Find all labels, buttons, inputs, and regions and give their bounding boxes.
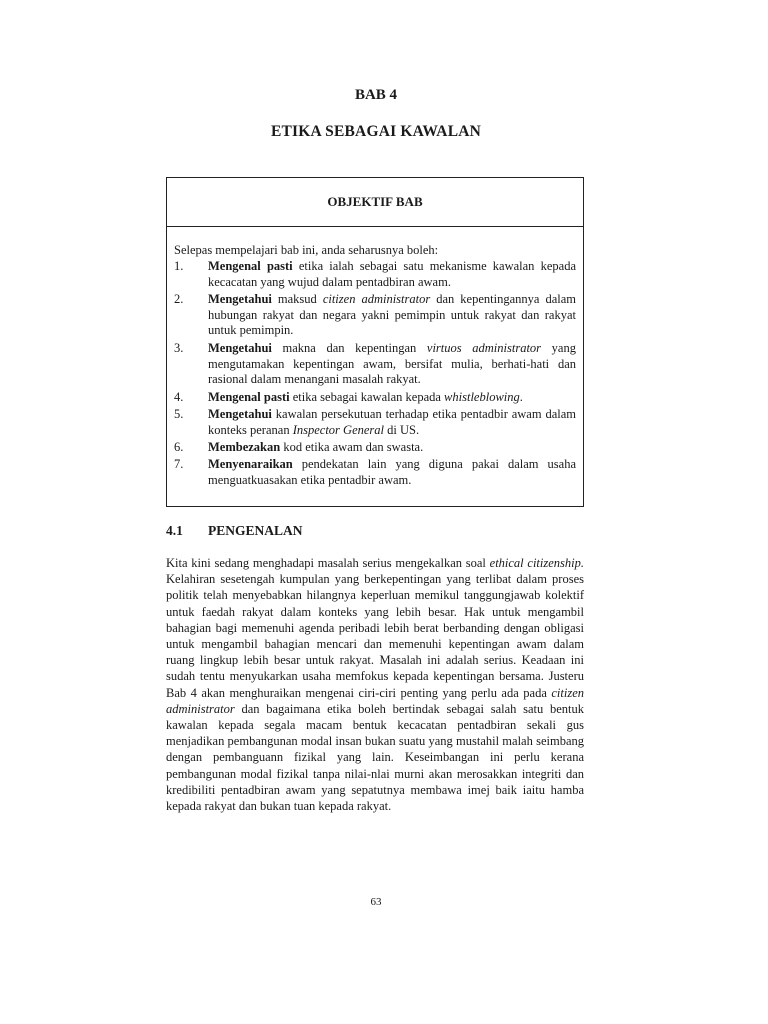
- item-text: [208, 259, 576, 291]
- item-text: [208, 440, 576, 456]
- paragraph-text: dan bagaimana etika boleh bertindak sebagai salah satu bentuk kawalan kepada segala macam bentuk kecacatan pentadbiran sekali gus menjadikan pembangunan modal insan bukan suatu yang mustahil malah seimbang dengan pembanguann fizikal yang lain. Keseimbangan ini perlu kerana pembangunan modal fizikal tanpa nilai-nlai murni akan merosakkan integriti dan kredibiliti pentadbiran awam yang sepatutnya membawa imej baik iaitu hamba kepada rakyat dan bukan tuan kepada rakyat.: [166, 701, 584, 814]
- section-heading: [166, 523, 303, 539]
- item-body-end: yang mengutamakan kepentingan awam, bersifat mulia, berhati-hati dan rasional dalam menangani masalah rakyat.: [208, 340, 576, 387]
- item-verb: Membezakan: [208, 440, 281, 455]
- paragraph-text: Kelahiran sesetengah kumpulan yang berkepentingan yang terlibat dalam proses politik telah menyebabkan hilangnya keperluan memikul tanggungjawab kolektif untuk faedah rakyat dalam konteks yang lebih besar. Hak untuk mengambil bahagian bagi memenuhi agenda peribadi lebih berat berbanding dengan obligasi untuk mengambil bahagian mencari dan memenuhi kepentingan awam dalam ruang lingkup lebih besar untuk rakyat. Masalah ini adalah serius. Keadaan ini sudah tentu menyukarkan usaha memfokus kepada kepentingan bersama. Justeru Bab 4 akan menghuraikan mengenai ciri-ciri penting yang perlu ada pada: [166, 572, 584, 700]
- paragraph-term: citizen administrator: [166, 685, 584, 716]
- item-body: etika sebagai kawalan kepada: [289, 389, 445, 404]
- page-number: 63: [370, 896, 382, 908]
- paragraph-text: Kita kini sedang menghadapi masalah serius mengekalkan soal: [166, 556, 490, 570]
- item-body: kawalan persekutuan terhadap etika pentadbir awam dalam konteks peranan: [208, 406, 576, 437]
- item-text: [208, 457, 576, 489]
- item-body: pendekatan lain yang diguna pakai dalam usaha menguatkuasakan etika pentadbir awam.: [208, 457, 576, 488]
- item-text: [208, 407, 576, 439]
- item-number: 5.: [174, 406, 184, 421]
- intro-paragraph: [166, 555, 584, 814]
- item-text: [208, 292, 576, 339]
- section-title: PENGENALAN: [208, 523, 303, 538]
- objective-list: [174, 259, 576, 489]
- objective-box: [166, 177, 584, 507]
- item-term: citizen administrator: [322, 291, 431, 306]
- objective-item: [174, 440, 576, 456]
- objective-item: [174, 390, 576, 406]
- paragraph-term: ethical citizenship.: [489, 556, 584, 570]
- objective-item: [174, 259, 576, 291]
- item-number: 4.: [174, 389, 184, 404]
- item-number: 1.: [174, 258, 184, 273]
- item-body-end: dan kepentingannya dalam hubungan rakyat dan negara yakni pemimpin untuk rakyat dan rakyat untuk pemimpin.: [208, 291, 576, 338]
- item-verb: Mengetahui: [208, 406, 272, 421]
- item-term: Inspector General: [292, 422, 384, 437]
- section-number: 4.1: [166, 523, 183, 538]
- item-verb: Mengenal pasti: [208, 258, 293, 273]
- item-body: makna dan kepentingan: [271, 340, 427, 355]
- objective-intro: Selepas mempelajari bab ini, anda seharusnya boleh:: [174, 243, 439, 257]
- item-verb: Mengetahui: [208, 340, 272, 355]
- objective-item: [174, 292, 576, 339]
- item-body-end: .: [519, 389, 523, 404]
- objective-item: [174, 457, 576, 489]
- chapter-title: ETIKA SEBAGAI KAWALAN: [270, 123, 482, 140]
- objective-heading: OBJEKTIF BAB: [167, 178, 583, 227]
- item-verb: Mengenal pasti: [208, 389, 290, 404]
- item-text: [208, 390, 576, 406]
- item-body-end: di US.: [384, 422, 420, 437]
- chapter-label: BAB 4: [354, 87, 398, 103]
- item-number: 3.: [174, 340, 184, 355]
- item-verb: Mengetahui: [208, 291, 272, 306]
- item-text: [208, 341, 576, 388]
- item-body: maksud: [271, 291, 323, 306]
- item-verb: Menyenaraikan: [208, 457, 293, 472]
- objective-body: [167, 227, 583, 489]
- item-number: 6.: [174, 440, 184, 455]
- item-term: whistleblowing: [444, 389, 520, 404]
- item-number: 2.: [174, 291, 184, 306]
- item-term: virtuos administrator: [426, 340, 542, 355]
- objective-item: [174, 407, 576, 439]
- item-body: etika ialah sebagai satu mekanisme kawalan kepada kecacatan yang wujud dalam pentadbiran awam.: [208, 258, 576, 289]
- objective-item: [174, 341, 576, 388]
- item-body: kod etika awam dan swasta.: [280, 440, 424, 455]
- item-number: 7.: [174, 457, 184, 472]
